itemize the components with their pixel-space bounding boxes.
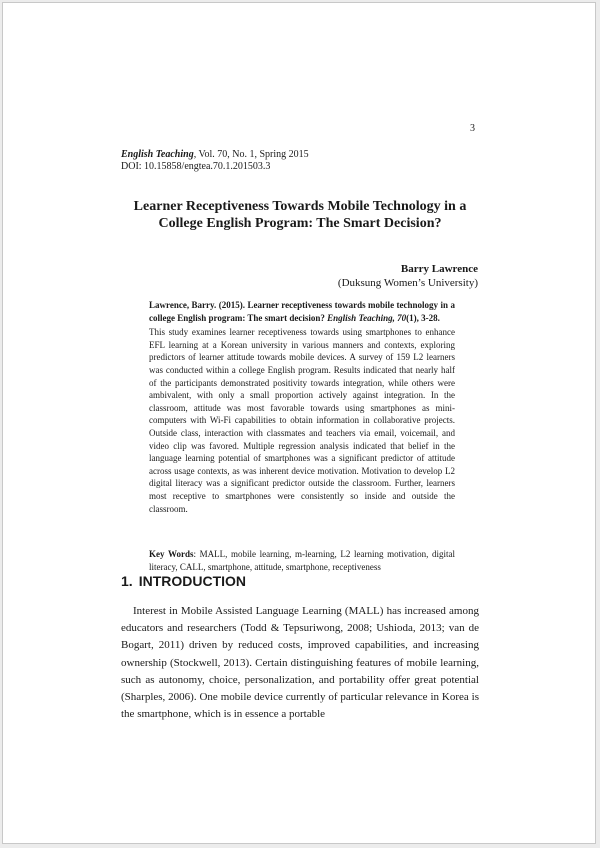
article-title: Learner Receptiveness Towards Mobile Technology in a College English Program: The Smart Decision? [133,199,467,231]
citation-journal: English Teaching, 70 [327,312,407,323]
abstract-text: This study examines learner receptiveness towards using smartphones to enhance EFL learning at a Korean university in various manners and contexts, exploring predictors of learner attitude towards mobile devices. A survey of 159 L2 learners was conducted within a college English program. Results indicated that nearly half of the participants demonstrated positivity towards integration, while others were ambivalent, with only a small proportion actively against integration. In the classroom, attitude was most favorable towards using smartphones as mini-computers with Wi-Fi capabilities to obtain information in collaborative projects. Outside class, interaction with classmates and teachers via email, voicemail, and video clip was favored. Multiple regression analysis indicated that belief in the language learning potential of smartphones was a significant predictor of attitude across usage contexts, as was inherent device motivation. Motivation to develop L2 digital literacy was a significant predictor outside the classroom. Further, learners most receptive to smartphones were consistently so inside and outside the classroom. [149,327,455,514]
journal-doi: DOI: 10.15858/engtea.70.1.201503.3 [121,161,271,172]
journal-name: English Teaching [121,149,194,160]
citation-suffix: (1), 3-28. [406,312,440,323]
section-heading [121,573,246,589]
journal-info [121,149,309,173]
author-affiliation: (Duksung Women’s University) [337,277,478,289]
abstract-citation [149,299,455,324]
author-block [338,262,478,290]
keywords [149,548,455,573]
body-paragraph: Interest in Mobile Assisted Language Learning (MALL) has increased among educators and researchers (Todd & Tepsuriwong, 2008; Ushioda, 2013; van de Bogart, 2011) driven by reduced costs, improved capabilities, and increasing ownership (Stockwell, 2013). Certain distinguishing features of mobile learning, such as autonomy, choice, personalization, and portability offer great potential (Sharples, 2006). One mobile device currently of particular relevance in Korea is the smartphone, which is in essence a portable [121,605,479,721]
keywords-text: : MALL, mobile learning, m-learning, L2 learning motivation, digital literacy, CALL, smartphone, attitude, smartphone, receptiveness [149,549,455,572]
page-number: 3 [470,123,475,134]
journal-citation-line [121,149,309,161]
author-name: Barry Lawrence [400,263,478,275]
section-title: INTRODUCTION [138,573,247,589]
section-number: 1. [121,573,133,589]
abstract [149,299,455,515]
journal-volume: , Vol. 70, No. 1, Spring 2015 [193,149,309,160]
document-page [2,2,596,844]
citation-prefix: Lawrence, Barry. (2015). Learner receptiveness towards mobile technology in a college English program: The smart decision? [149,300,455,323]
keywords-label: Key Words [149,549,194,559]
